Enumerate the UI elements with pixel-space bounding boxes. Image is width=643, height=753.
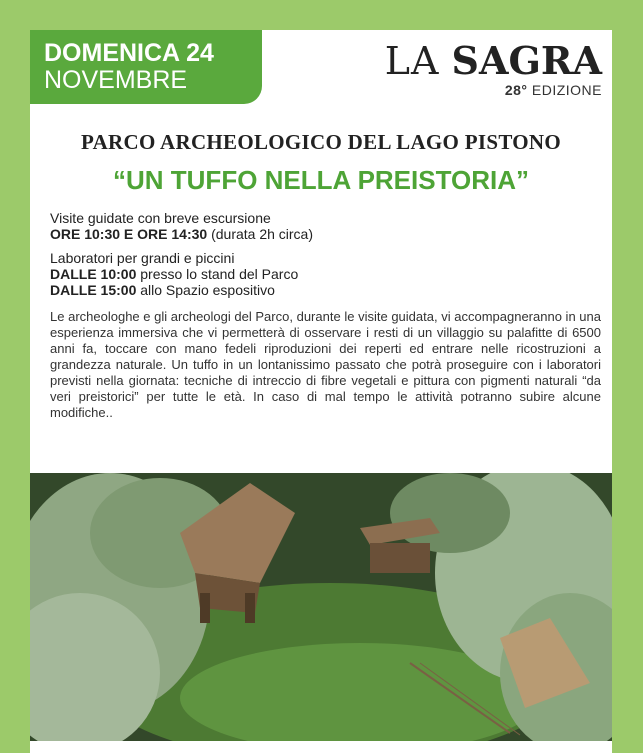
flyer-page: [30, 30, 612, 753]
visits-label: Visite guidate con breve escursione: [50, 210, 271, 226]
event-description: Le archeologhe e gli archeologi del Parco, durante le visite guidata, vi accompagneranno in una esperienza immersiva che vi permetterà di osservare i resti di un villaggio su palafitte di 6500 anni fa, toccare con mano fedeli riproduzioni dei reperti ed entrare nelle ricostruzioni a grandezza naturale. Un tuffo in un lontanissimo passato che potrà proseguire con i laboratori previsti nella giornata: tecniche di intreccio di fibre vegetali e pittura con pigmenti naturali “da veri preistorici” per tutte le età. In caso di mal tempo le attività potranno subire alcune modifiche..: [50, 309, 601, 420]
date-day: DOMENICA 24: [44, 39, 214, 67]
date-month: NOVEMBRE: [44, 66, 188, 94]
labs-place-1: presso lo stand del Parco: [140, 266, 299, 282]
location-title: PARCO ARCHEOLOGICO DEL LAGO PISTONO: [81, 130, 561, 154]
edition-label: EDIZIONE: [531, 82, 602, 98]
date-badge: [30, 30, 262, 104]
labs-line-1: [50, 266, 600, 282]
village-photo-illustration: [30, 473, 612, 741]
edition-number: 28°: [504, 82, 528, 98]
edition-line: [385, 82, 602, 98]
labs-line-2: [50, 282, 600, 298]
visits-times-line: [50, 226, 600, 242]
sagra-title: [385, 40, 602, 82]
labs-time-1: DALLE 10:00: [50, 266, 137, 282]
visits-duration: (durata 2h circa): [211, 226, 314, 242]
labs-place-2: allo Spazio espositivo: [140, 282, 275, 298]
schedule-info: [50, 210, 600, 298]
sagra-name: SAGRA: [451, 38, 602, 83]
labs-time-2: DALLE 15:00: [50, 282, 137, 298]
village-photo: [30, 473, 612, 741]
sagra-la: LA: [384, 39, 440, 83]
event-subtitle: “UN TUFFO NELLA PREISTORIA”: [113, 165, 529, 195]
sagra-logo: [385, 40, 602, 98]
visits-times: ORE 10:30 E ORE 14:30: [50, 226, 208, 242]
labs-label: Laboratori per grandi e piccini: [50, 250, 235, 266]
